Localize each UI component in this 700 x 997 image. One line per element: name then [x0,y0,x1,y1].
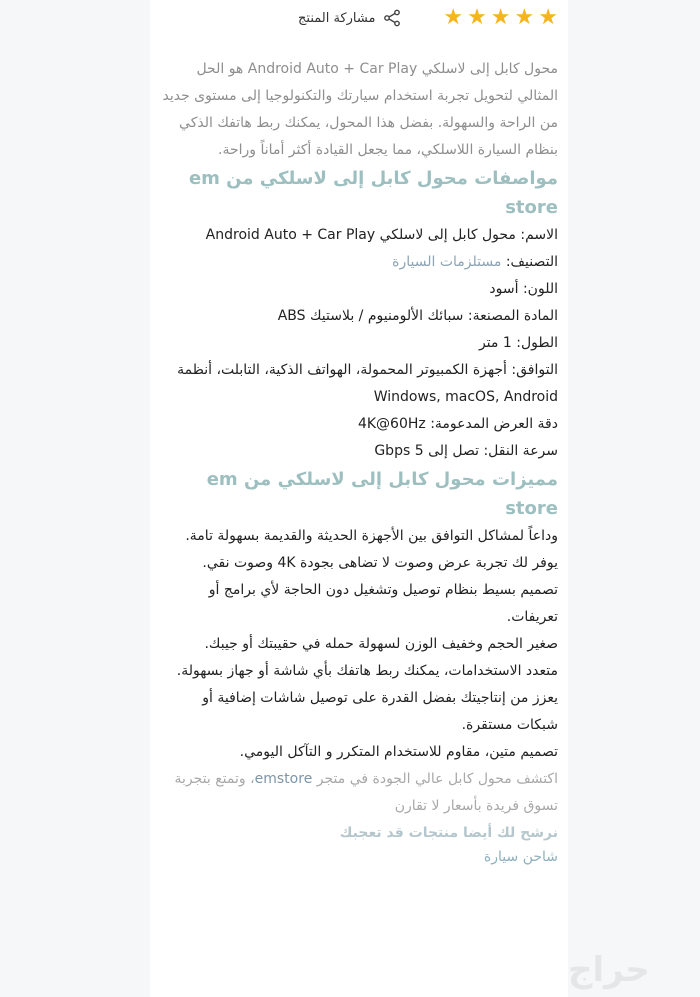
star-icon: ★ [490,5,511,30]
feature-item: صغير الحجم وخفيف الوزن لسهولة حمله في حقيبتك أو جيبك. [204,636,558,652]
spec-item: سرعة النقل: تصل إلى 5 Gbps [374,443,558,459]
star-icon: ★ [514,5,535,30]
star-icon: ★ [538,5,558,30]
feature-item: متعدد الاستخدامات، يمكنك ربط هاتفك بأي شاشة أو جهاز بسهولة. [176,663,558,679]
features-list [158,523,558,766]
spec-item: المادة المصنعة: سبائك الألومنيوم / بلاستيك ABS [277,308,558,324]
category-link[interactable]: مستلزمات السيارة [392,254,506,270]
specs-list [158,222,558,465]
feature-item: يعزز من إنتاجيتك بفضل القدرة على توصيل شاشات إضافية أو شبكات مستقرة. [202,690,558,733]
share-icon [383,9,401,27]
haraj-watermark: حراج [568,950,650,990]
specs-heading: مواصفات محول كابل إلى لاسلكي من em store [188,168,558,218]
spec-item: الاسم: محول كابل إلى لاسلكي Android Auto + Car Play [205,227,558,243]
intro-paragraph: محول كابل إلى لاسلكي Android Auto + Car Play هو الحل المثالي لتحويل تجربة استخدام سيارتك والتكنولوجيا إلى مستوى جديد من الراحة والسهولة. بفضل هذا المحول، يمكنك ربط هاتفك الذكي بنظام السيارة اللاسلكي، مما يجعل القيادة أكثر أماناً وراحة. [162,61,558,158]
spec-item: التصنيف: مستلزمات السيارة [392,254,558,270]
rating-stars [443,7,558,29]
star-icon: ★ [443,5,464,30]
rating-share-row [158,0,558,36]
feature-item: تصميم بسيط بنظام توصيل وتشغيل دون الحاجة لأي برامج أو تعريفات. [208,582,558,625]
store-name: emstore [254,771,313,787]
share-product-button[interactable] [298,9,401,27]
features-heading: مميزات محول كابل إلى لاسلكي من em store [206,469,558,519]
closing-paragraph: اكتشف محول كابل عالي الجودة في متجر emstore، وتمتع بتجربة تسوق فريدة بأسعار لا تقارن [174,771,558,814]
share-product-label: مشاركة المنتج [298,10,376,26]
feature-item: تصميم متين، مقاوم للاستخدام المتكرر و التآكل اليومي. [239,744,558,760]
spec-item: الطول: 1 متر [478,335,558,351]
star-icon: ★ [467,5,487,30]
spec-item: دقة العرض المدعومة: 4K@60Hz [357,416,558,432]
feature-item: يوفر لك تجربة عرض وصوت لا تضاهى بجودة 4K وصوت نقي. [202,555,558,571]
spec-item: اللون: أسود [489,281,558,297]
product-description-panel [150,0,568,997]
suggested-product-link[interactable]: شاحن سيارة [483,849,558,865]
suggestions-heading: نرشح لك أيضا منتجات قد تعجبك [339,825,558,841]
spec-item: التوافق: أجهزة الكمبيوتر المحمولة، الهواتف الذكية، التابلت، أنظمة Windows, macOS, Android [177,362,558,405]
feature-item: وداعاً لمشاكل التوافق بين الأجهزة الحديثة والقديمة بسهولة تامة. [185,528,558,544]
